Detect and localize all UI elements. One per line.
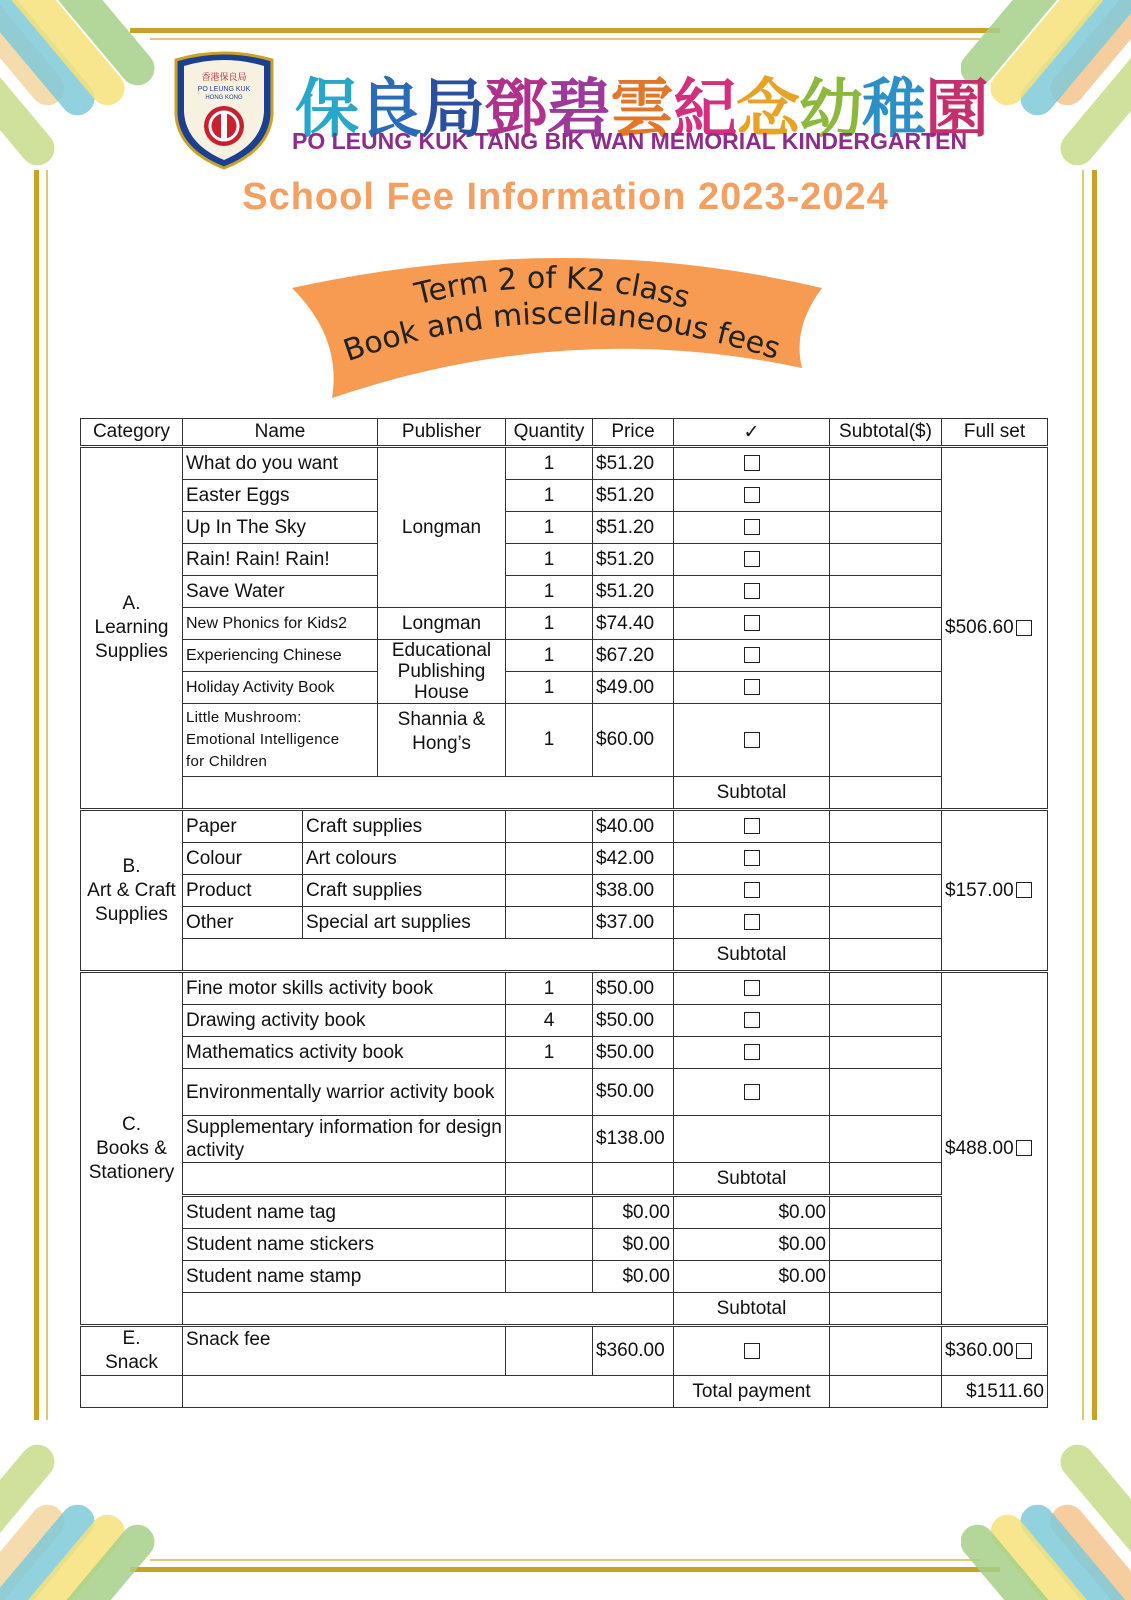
item-quantity: 1 xyxy=(506,576,593,608)
table-row xyxy=(81,843,1048,875)
item-name: Holiday Activity Book xyxy=(183,672,378,704)
publisher-educational: Educational Publishing House xyxy=(378,640,506,704)
item-quantity: 1 xyxy=(506,1037,593,1069)
item-price: $0.00 xyxy=(593,1261,674,1293)
category-e: E. Snack xyxy=(81,1326,183,1376)
item-quantity: 4 xyxy=(506,1005,593,1037)
table-row xyxy=(81,1037,1048,1069)
item-name: New Phonics for Kids2 xyxy=(183,608,378,640)
table-header-row xyxy=(81,419,1048,447)
item-amount: $0.00 xyxy=(674,1261,830,1293)
corner-decoration-bottom-right xyxy=(961,1430,1131,1600)
school-name-english: PO LEUNG KUK TANG BIK WAN MEMORIAL KINDERGARTEN xyxy=(292,128,968,154)
item-description: Craft supplies xyxy=(303,810,506,843)
table-row xyxy=(81,1261,1048,1293)
item-price: $51.20 xyxy=(593,447,674,480)
subtotal-label: Subtotal xyxy=(674,777,830,810)
item-price: $50.00 xyxy=(593,1069,674,1116)
item-price: $51.20 xyxy=(593,576,674,608)
total-row xyxy=(81,1376,1048,1408)
category-c: C. Books & Stationery xyxy=(81,972,183,1326)
item-price: $51.20 xyxy=(593,512,674,544)
fee-table xyxy=(80,418,1048,1408)
item-price: $360.00 xyxy=(593,1326,674,1376)
item-description: Art colours xyxy=(303,843,506,875)
header-publisher: Publisher xyxy=(378,419,506,447)
item-name: Drawing activity book xyxy=(183,1005,506,1037)
item-checkbox[interactable] xyxy=(674,1069,830,1116)
item-checkbox[interactable] xyxy=(674,512,830,544)
table-row xyxy=(81,972,1048,1005)
item-amount: $0.00 xyxy=(674,1229,830,1261)
full-set-c[interactable]: $488.00 xyxy=(942,972,1048,1326)
banner-line-2: Book and miscellaneous fees xyxy=(339,296,785,369)
item-name: Product xyxy=(183,875,303,907)
item-name: Mathematics activity book xyxy=(183,1037,506,1069)
table-row xyxy=(81,608,1048,640)
full-set-a-checkbox xyxy=(1016,620,1032,636)
item-price: $60.00 xyxy=(593,704,674,777)
school-name-char: 良 xyxy=(358,73,421,147)
header-check: ✓ xyxy=(674,419,830,447)
item-subtotal xyxy=(830,843,942,875)
table-row xyxy=(81,1005,1048,1037)
item-checkbox[interactable] xyxy=(674,640,830,672)
table-row xyxy=(81,544,1048,576)
full-set-b-checkbox xyxy=(1016,882,1032,898)
item-price: $37.00 xyxy=(593,907,674,939)
item-subtotal xyxy=(830,672,942,704)
school-name-char: 紀 xyxy=(673,73,736,147)
full-set-c-checkbox xyxy=(1016,1140,1032,1156)
item-price: $0.00 xyxy=(593,1196,674,1229)
item-subtotal xyxy=(830,1326,942,1376)
item-description: Craft supplies xyxy=(303,875,506,907)
item-name: Fine motor skills activity book xyxy=(183,972,506,1005)
subtotal-value xyxy=(830,1293,942,1326)
item-price: $50.00 xyxy=(593,972,674,1005)
school-name-char: 幼 xyxy=(799,73,862,147)
subtotal-row xyxy=(81,1293,1048,1326)
subtotal-label: Subtotal xyxy=(674,1163,830,1196)
item-subtotal xyxy=(830,1069,942,1116)
item-quantity xyxy=(506,1116,593,1163)
item-name: Rain! Rain! Rain! xyxy=(183,544,378,576)
item-subtotal xyxy=(830,480,942,512)
item-checkbox[interactable] xyxy=(674,810,830,843)
item-price: $40.00 xyxy=(593,810,674,843)
item-name: Student name stickers xyxy=(183,1229,506,1261)
table-row xyxy=(81,512,1048,544)
item-checkbox[interactable] xyxy=(674,1326,830,1376)
item-name: Experiencing Chinese xyxy=(183,640,378,672)
total-payment-value: $1511.60 xyxy=(942,1376,1048,1408)
item-subtotal xyxy=(830,1116,942,1163)
header-subtotal: Subtotal($) xyxy=(830,419,942,447)
item-quantity: 1 xyxy=(506,972,593,1005)
subtotal-value xyxy=(830,939,942,972)
item-checkbox[interactable] xyxy=(674,608,830,640)
item-name: Easter Eggs xyxy=(183,480,378,512)
item-name: Little Mushroom: Emotional Intelligence for Children xyxy=(183,704,378,777)
item-price: $42.00 xyxy=(593,843,674,875)
table-row xyxy=(81,704,1048,777)
school-name-char: 保 xyxy=(295,73,358,147)
table-row xyxy=(81,875,1048,907)
item-price: $51.20 xyxy=(593,480,674,512)
item-subtotal xyxy=(830,704,942,777)
table-row xyxy=(81,640,1048,672)
school-name-char: 雲 xyxy=(610,73,673,147)
item-name: Other xyxy=(183,907,303,939)
item-subtotal xyxy=(830,447,942,480)
header-price: Price xyxy=(593,419,674,447)
header-name: Name xyxy=(183,419,378,447)
item-price: $0.00 xyxy=(593,1229,674,1261)
item-checkbox[interactable] xyxy=(674,447,830,480)
item-name: Paper xyxy=(183,810,303,843)
subtotal-row xyxy=(81,1163,1048,1196)
school-name-char: 念 xyxy=(736,73,799,147)
table-row xyxy=(81,447,1048,480)
table-row xyxy=(81,1069,1048,1116)
item-name: Student name stamp xyxy=(183,1261,506,1293)
school-name-char: 碧 xyxy=(547,73,610,147)
item-price: $50.00 xyxy=(593,1005,674,1037)
item-subtotal xyxy=(830,512,942,544)
frame-bottom-line-inner xyxy=(150,1559,980,1561)
item-name: Snack fee xyxy=(183,1326,506,1376)
table-row xyxy=(81,907,1048,939)
item-publisher: Shannia & Hong’s xyxy=(378,704,506,777)
item-subtotal xyxy=(830,544,942,576)
frame-left-line-inner xyxy=(46,170,48,1420)
subtotal-label: Subtotal xyxy=(674,939,830,972)
item-subtotal xyxy=(830,640,942,672)
item-checkbox[interactable] xyxy=(674,544,830,576)
item-checkbox[interactable] xyxy=(674,1037,830,1069)
table-row xyxy=(81,1229,1048,1261)
logo-text-en2: HONG KONG xyxy=(205,95,243,101)
item-price: $138.00 xyxy=(593,1116,674,1163)
item-publisher: Longman xyxy=(378,608,506,640)
item-description: Special art supplies xyxy=(303,907,506,939)
item-subtotal xyxy=(830,576,942,608)
item-name: Up In The Sky xyxy=(183,512,378,544)
item-checkbox[interactable] xyxy=(674,576,830,608)
category-b: B. Art & Craft Supplies xyxy=(81,810,183,972)
category-a: A. Learning Supplies xyxy=(81,447,183,810)
item-checkbox[interactable] xyxy=(674,672,830,704)
subtotal-value xyxy=(830,1163,942,1196)
school-name-char: 局 xyxy=(421,73,484,147)
term-banner xyxy=(292,248,842,404)
item-subtotal xyxy=(830,1261,942,1293)
school-name-char: 鄧 xyxy=(484,73,547,147)
item-quantity: 1 xyxy=(506,447,593,480)
subtotal-value xyxy=(830,777,942,810)
item-subtotal xyxy=(830,972,942,1005)
item-subtotal xyxy=(830,1196,942,1229)
table-row xyxy=(81,1196,1048,1229)
item-quantity: 1 xyxy=(506,544,593,576)
item-subtotal xyxy=(830,875,942,907)
frame-right-line-inner xyxy=(1082,170,1084,1420)
item-quantity xyxy=(506,1069,593,1116)
frame-left-line xyxy=(34,170,39,1420)
item-price: $51.20 xyxy=(593,544,674,576)
school-name-char: 稚 xyxy=(862,73,925,147)
item-quantity: 1 xyxy=(506,480,593,512)
corner-decoration-bottom-left xyxy=(0,1430,170,1600)
frame-top-line xyxy=(130,28,1000,33)
item-subtotal xyxy=(830,907,942,939)
item-name: Environmentally warrior activity book xyxy=(183,1069,506,1116)
full-set-e[interactable]: $360.00 xyxy=(942,1326,1048,1376)
full-set-a[interactable]: $506.60 xyxy=(942,447,1048,810)
full-set-b[interactable]: $157.00 xyxy=(942,810,1048,972)
item-subtotal xyxy=(830,1005,942,1037)
item-price: $50.00 xyxy=(593,1037,674,1069)
frame-top-line-inner xyxy=(150,38,980,40)
item-quantity: 1 xyxy=(506,704,593,777)
item-checkbox[interactable] xyxy=(674,1005,830,1037)
item-name: Colour xyxy=(183,843,303,875)
item-name: What do you want xyxy=(183,447,378,480)
item-price: $67.20 xyxy=(593,640,674,672)
table-row xyxy=(81,1326,1048,1376)
subtotal-row xyxy=(81,939,1048,972)
total-payment-label: Total payment xyxy=(674,1376,830,1408)
school-crest-logo xyxy=(170,50,278,170)
full-set-e-checkbox xyxy=(1016,1343,1032,1359)
logo-text-en1: PO LEUNG KUK xyxy=(197,86,251,93)
frame-right-line xyxy=(1092,170,1097,1420)
item-subtotal xyxy=(830,810,942,843)
header-category: Category xyxy=(81,419,183,447)
item-quantity: 1 xyxy=(506,640,593,672)
item-amount: $0.00 xyxy=(674,1196,830,1229)
table-row xyxy=(81,672,1048,704)
subtotal-row xyxy=(81,777,1048,810)
table-row xyxy=(81,1116,1048,1163)
item-subtotal xyxy=(830,1037,942,1069)
table-row xyxy=(81,810,1048,843)
publisher-longman: Longman xyxy=(378,447,506,608)
item-name: Save Water xyxy=(183,576,378,608)
item-quantity: 1 xyxy=(506,608,593,640)
table-row xyxy=(81,576,1048,608)
item-checkbox[interactable] xyxy=(674,875,830,907)
corner-decoration-top-left xyxy=(0,0,170,170)
fee-information-title: School Fee Information 2023-2024 xyxy=(242,176,889,218)
header-full-set: Full set xyxy=(942,419,1048,447)
item-checkbox[interactable] xyxy=(674,907,830,939)
logo-text-cn: 香港保良局 xyxy=(201,73,247,83)
subtotal-label: Subtotal xyxy=(674,1293,830,1326)
item-checkbox[interactable] xyxy=(674,972,830,1005)
item-price: $38.00 xyxy=(593,875,674,907)
item-checkbox[interactable] xyxy=(674,704,830,777)
item-name: Student name tag xyxy=(183,1196,506,1229)
school-name-char: 園 xyxy=(925,73,988,147)
item-quantity: 1 xyxy=(506,512,593,544)
banner-line-1: Term 2 of K2 class xyxy=(411,260,694,316)
header-quantity: Quantity xyxy=(506,419,593,447)
item-checkbox[interactable] xyxy=(674,843,830,875)
item-subtotal xyxy=(830,1229,942,1261)
frame-bottom-line xyxy=(130,1567,1000,1572)
item-price: $49.00 xyxy=(593,672,674,704)
item-checkbox-empty xyxy=(674,1116,830,1163)
item-checkbox[interactable] xyxy=(674,480,830,512)
item-quantity: 1 xyxy=(506,672,593,704)
table-row xyxy=(81,480,1048,512)
item-name: Supplementary information for design activity xyxy=(183,1116,506,1163)
item-subtotal xyxy=(830,608,942,640)
item-price: $74.40 xyxy=(593,608,674,640)
